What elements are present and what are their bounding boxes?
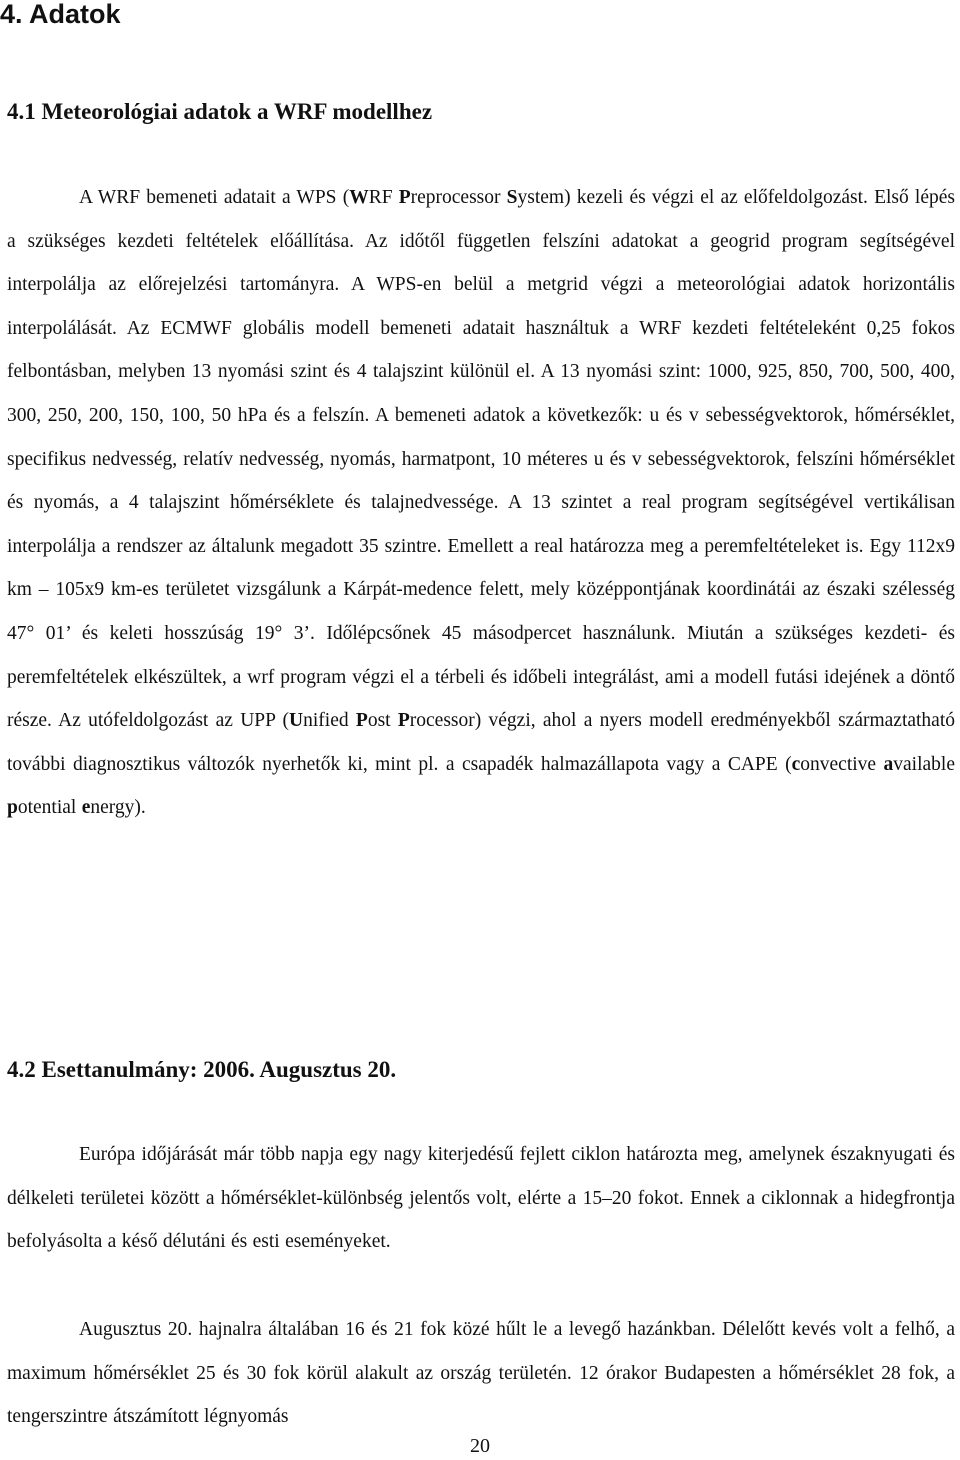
page-number: 20 — [470, 1435, 490, 1457]
acronym-letter: a — [883, 753, 894, 775]
text-run: nergy). — [90, 797, 146, 819]
acronym-letter: P — [397, 710, 410, 732]
text-run: rocessor) végzi, ahol a nyers modell eredményekből származtatható további diagnosztikus változók nyerhetők ki, mint pl. a csapadék halmazállapota vagy a CAPE ( — [7, 710, 956, 775]
acronym-letter: W — [349, 187, 369, 208]
text-run: onvective — [800, 753, 884, 775]
text-run: RF — [368, 187, 399, 208]
acronym-letter: p — [7, 797, 18, 819]
acronym-letter: U — [289, 710, 304, 732]
acronym-letter: e — [81, 797, 91, 819]
text-run: reprocessor — [410, 187, 507, 208]
text-run: A WRF bemeneti adatait a WPS ( — [79, 187, 350, 208]
section-title-meteorological-data: 4.1 Meteorológiai adatok a WRF modellhez — [7, 99, 433, 124]
acronym-letter: c — [791, 753, 801, 775]
text-run: ost — [367, 710, 398, 732]
paragraph-europe-weather: Európa időjárását már több napja egy nagy kiterjedésű fejlett ciklon határozta meg, amelynek északnyugati és délkeleti területei között a hőmérséklet-különbség jelentős volt, elérte a 15–20 fokot. Ennek a ciklonnak a hidegfrontja befolyásolta a késő délutáni és esti eseményeket. — [7, 1144, 955, 1253]
acronym-letter: P — [355, 710, 368, 732]
section-title-case-study: 4.2 Esettanulmány: 2006. Augusztus 20. — [7, 1057, 397, 1082]
text-run: otential — [17, 797, 82, 819]
paragraph-wps-preprocessing — [7, 176, 955, 830]
text-run: vailable — [893, 753, 955, 775]
text-run: ystem) kezeli és végzi el az előfeldolgozást. Első lépés a szükséges kezdeti feltételek előállítása. Az időtől független felszíni adatokat a geogrid program segítségével interpolálja az előrejelzési tartományra. A WPS-en belül a metgrid végzi a meteorológiai adatok horizontális interpolálását. Az ECMWF globális modell bemeneti adatait használtuk a WRF kezdeti feltételeként 0,25 fokos felbontásban, melyben 13 nyomási szint és 4 talajszint különül el. A 13 nyomási szint: 1000, 925, 850, 700, 500, 400, 300, 250, 200, 150, 100, 50 hPa és a felszín. A bemeneti adatok a következők: u és v sebességvektorok, hőmérséklet, specifikus nedvesség, relatív nedvesség, nyomás, harmatpont, 10 méteres u és v sebességvektorok, felszíni hőmérséklet és nyomás, a 4 talajszint hőmérséklete és talajnedvessége. A 13 szintet a real program segítségével vertikálisan interpolálja a rendszer az általunk megadott 35 szintre. Emellett a real határozza meg a peremfeltételeket is. Egy 112x9 km – 105x9 km-es területet vizsgálunk a Kárpát-medence felett, mely középpontjának koordinátái az északi szélesség 47° 01’ és keleti hosszúság 19° 3’. Időlépcsőnek 45 másodpercet használunk. Miután a szükséges kezdeti- és peremfeltételek elkészültek, a wrf program végzi el a térbeli és időbeli integrálást, ami a modell futási idejének a döntő része. Az utófeldolgozást az UPP ( — [7, 187, 955, 732]
chapter-title: 4. Adatok — [0, 0, 121, 29]
acronym-letter: S — [506, 187, 518, 208]
paragraph-august-20: Augusztus 20. hajnalra általában 16 és 21 fok közé hűlt le a levegő hazánkban. Délelőtt kevés volt a felhő, a maximum hőmérséklet 25 és 30 fok körül alakult az ország területén. 12 órakor Budapesten a hőmérséklet 28 fok, a tengerszintre átszámított légnyomás — [7, 1319, 955, 1428]
acronym-letter: P — [398, 187, 411, 208]
text-run: nified — [303, 710, 356, 732]
